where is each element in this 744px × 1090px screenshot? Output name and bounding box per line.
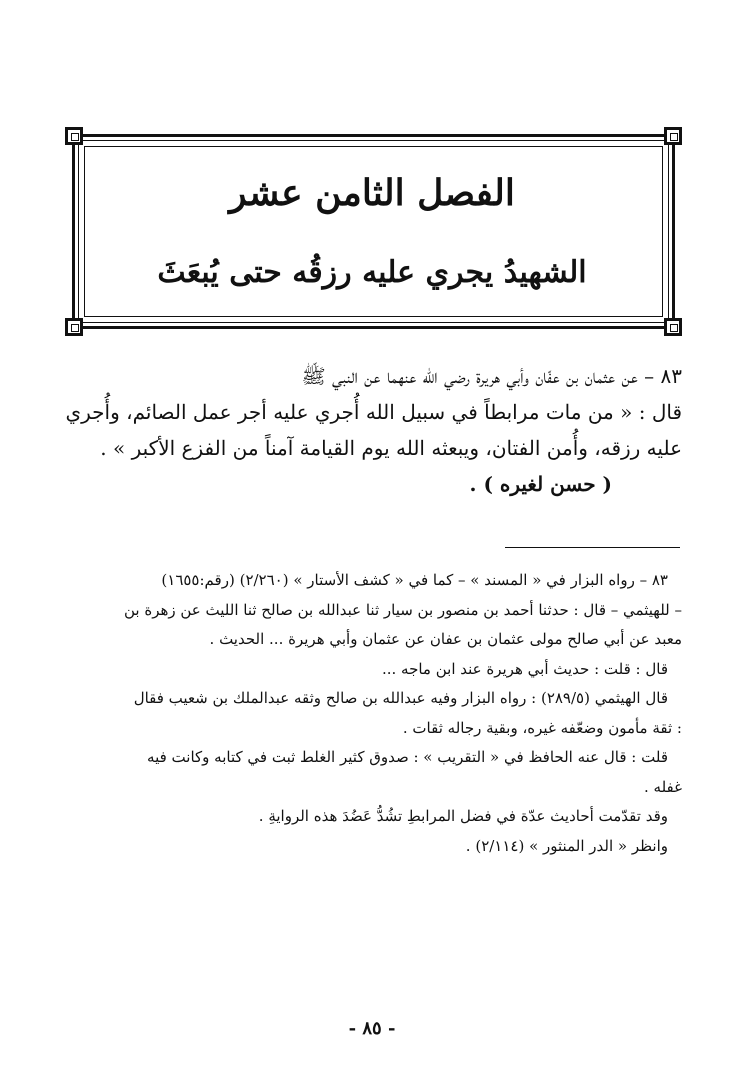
footnote-line: معبد عن أبي صالح مولى عثمان بن عفان عن عثمان وأبي هريرة ... الحديث . [209,630,682,648]
footnotes [62,566,682,861]
hadith-text [64,358,682,502]
hadith-line: ٨٣ – عن عثمان بن عفّان وأبي هريرة رضي الله عنهما عن النبي ﷺ [301,364,682,388]
chapter-title: الفصل الثامن عشر [229,172,515,214]
footnote-line: غفله . [644,777,682,796]
footnote-line: قلت : قال عنه الحافظ في « التقريب » : صدوق كثير الغلط ثبت في كتابه وكانت فيه [147,748,668,766]
footnote-line: ٨٣ – رواه البزار في « المسند » – كما في « كشف الأستار » (٢/٢٦٠) (رقم:١٦٥٥) [161,571,668,589]
footnote-line: – للهيثمي – قال : حدثنا أحمد بن منصور بن سيار ثنا عبدالله بن صالح ثنا الليث عن زهرة بن [123,600,682,619]
footnote-line: قال الهيثمي (٢٨٩/٥) : رواه البزار وفيه عبدالله بن صالح وثقه عبدالملك بن شعيب فقال [133,689,668,707]
frame-corner-ornament [664,318,682,336]
footnote-line: وقد تقدّمت أحاديث عدّة في فضل المرابطِ تشُدُّ عَضُدَ هذه الروايةِ . [258,807,668,825]
frame-corner-ornament [65,127,83,145]
hadith-grade: ( حسن لغيره ) . [469,472,612,496]
footnote-line: وانظر « الدر المنثور » (٢/١١٤) . [465,836,668,855]
frame-corner-ornament [664,127,682,145]
hadith-line: عليه رزقه، وأُمن الفتان، ويبعثه الله يوم القيامة آمناً من الفزع الأكبر » . [100,436,682,460]
page-number: - ٨٥ - [348,1018,396,1039]
hadith-line: قال : « من مات مرابطاً في سبيل الله أُجري عليه أجر عمل الصائم، وأُجري [65,400,682,424]
footnote-line: قال : قلت : حديث أبي هريرة عند ابن ماجه ... [381,659,668,678]
chapter-subtitle: الشهيدُ يجري عليه رزقُه حتى يُبعَثَ [157,255,587,290]
frame-corner-ornament [65,318,83,336]
chapter-title-frame [65,127,682,336]
footnote-separator [505,547,680,548]
footnote-line: : ثقة مأمون وضعّفه غيره، وبقية رجاله ثقات . [402,718,682,737]
